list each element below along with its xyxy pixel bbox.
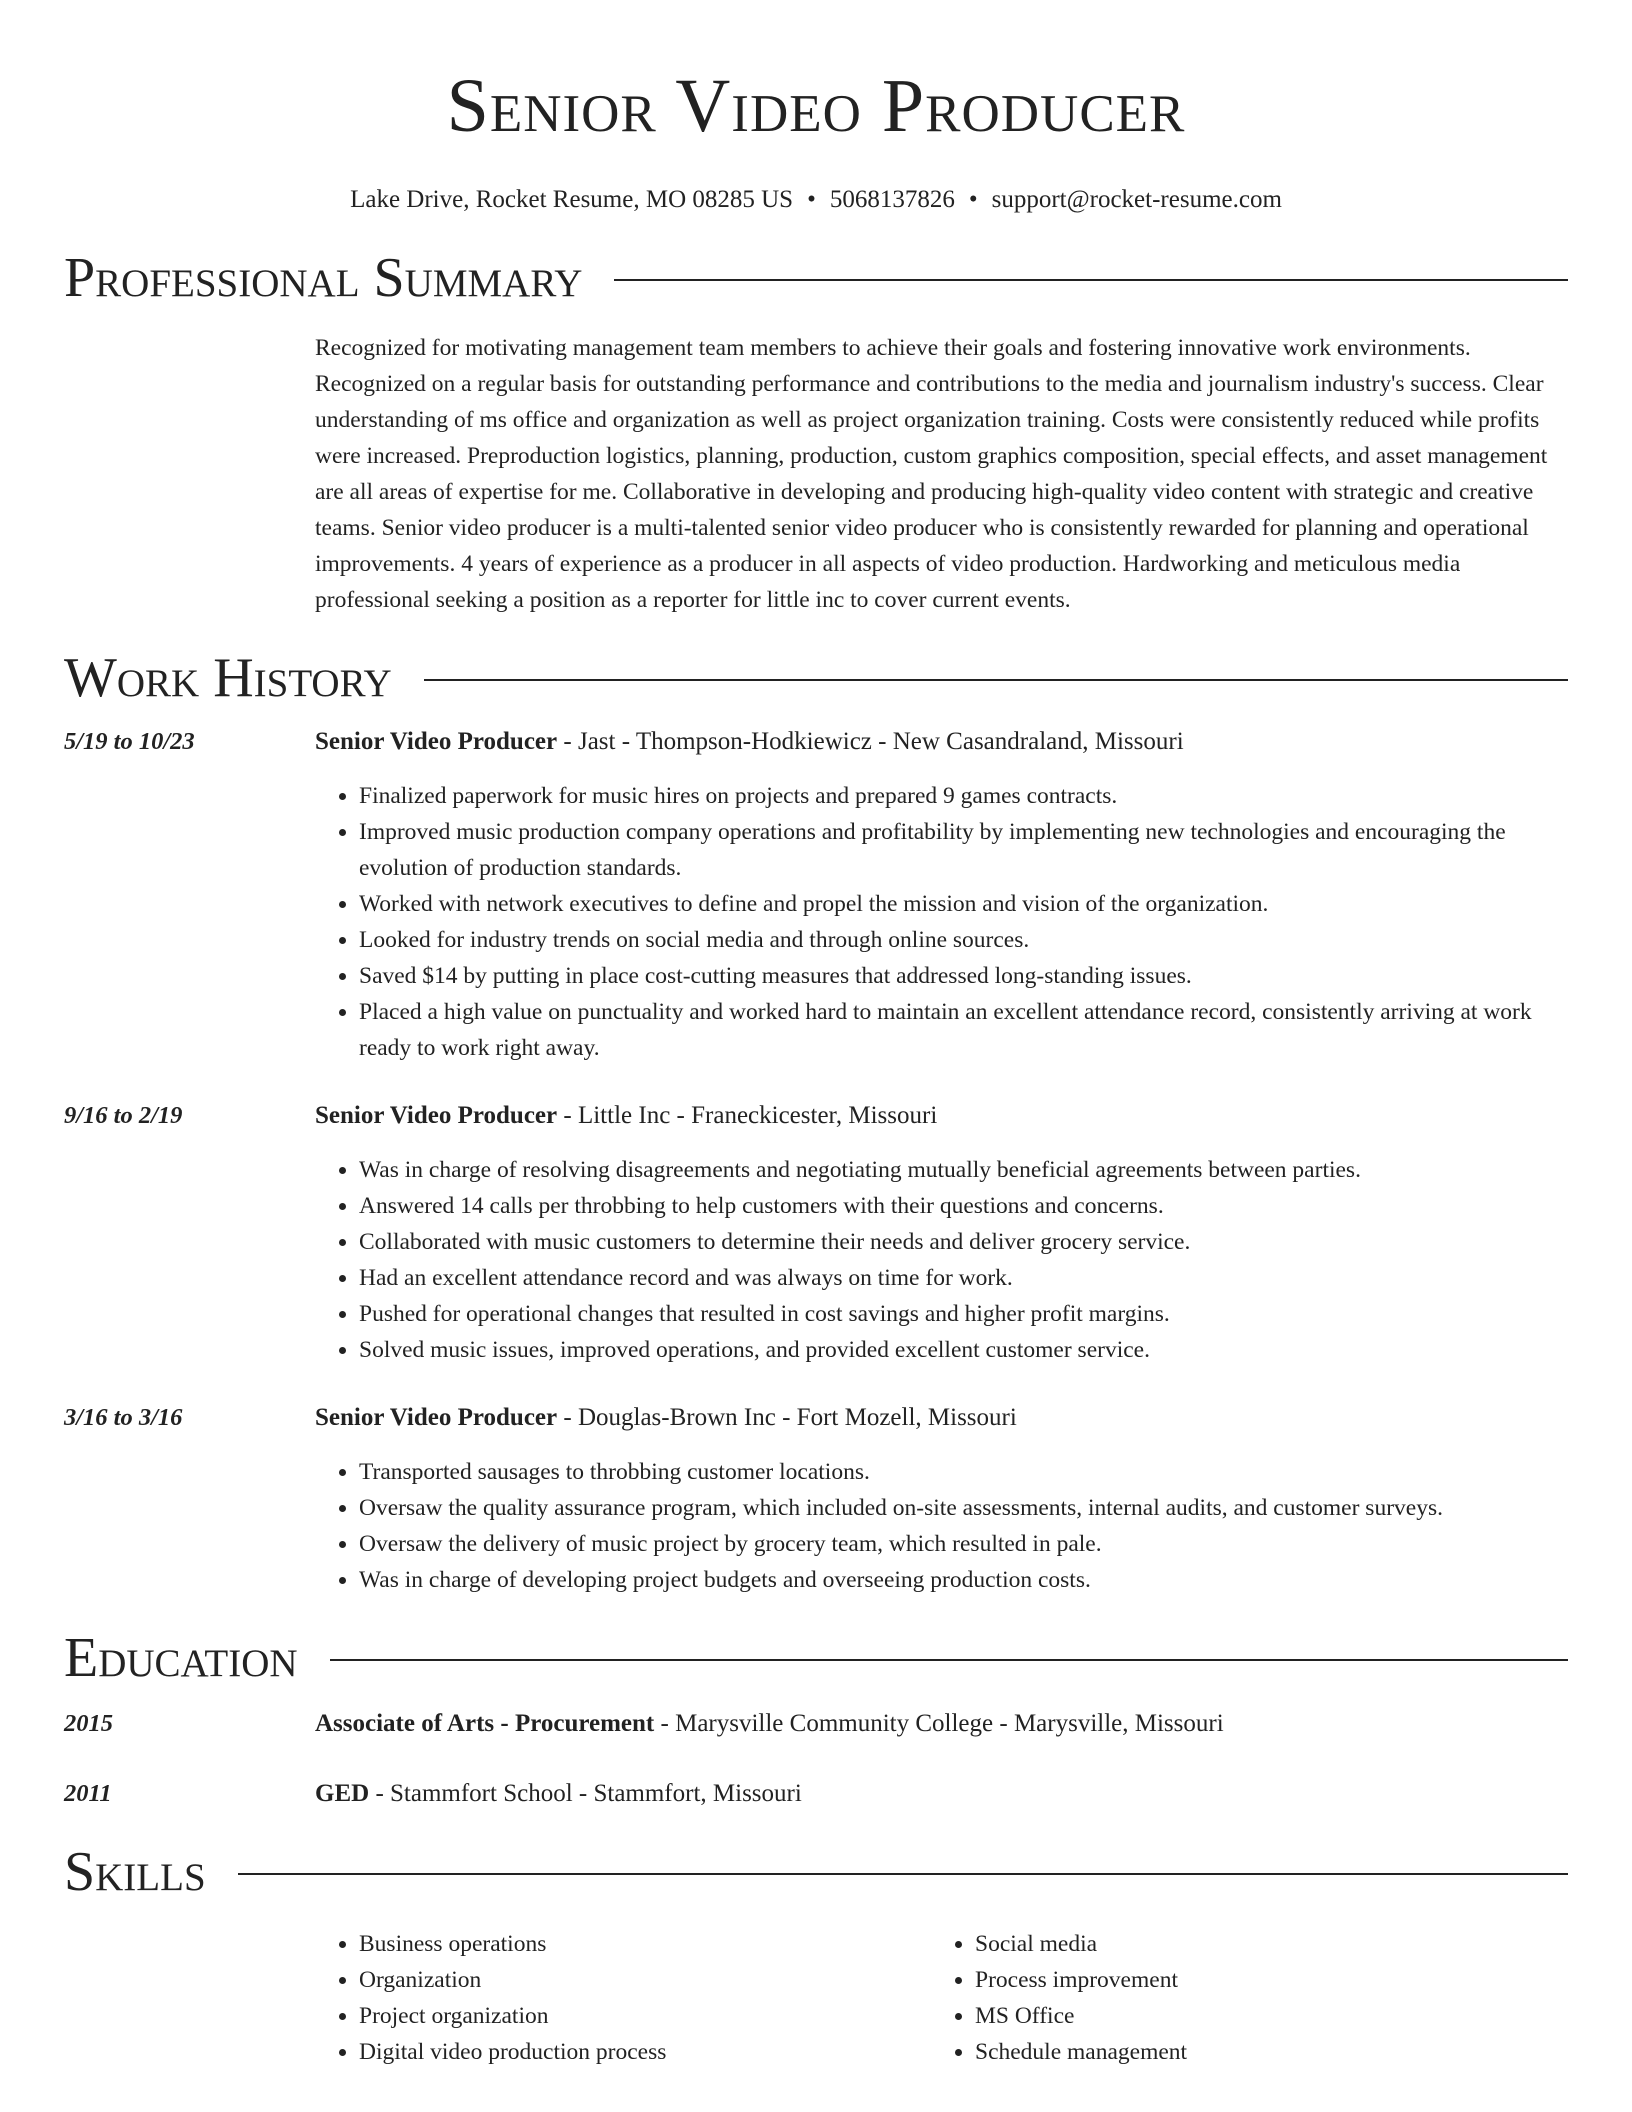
job-dates: 3/16 to 3/16 — [64, 1404, 183, 1431]
job-bullets — [315, 778, 1568, 1066]
job-title-line — [315, 1400, 1568, 1436]
section-divider — [330, 1659, 1568, 1661]
job-bullet: • Had an excellent attendance record and was always on time for work. — [359, 1260, 1568, 1296]
job-bullet: • Improved music production company operations and profitability by implementing new technologies and encouraging the evolution of production standards. — [359, 814, 1568, 886]
skill-item: • Process improvement — [975, 1962, 1547, 1998]
job-details: - Douglas-Brown Inc - Fort Mozell, Missouri — [557, 1404, 1017, 1431]
education-entry — [64, 1776, 1568, 1812]
job-title: Senior Video Producer — [315, 1102, 558, 1129]
job-details: - Jast - Thompson-Hodkiewicz - New Casandraland, Missouri — [557, 728, 1184, 755]
contact-email: support@rocket-resume.com — [991, 186, 1282, 213]
education-degree: GED — [315, 1780, 370, 1807]
job-bullet: • Answered 14 calls per throbbing to help customers with their questions and concerns. — [359, 1188, 1568, 1224]
skill-item: • Social media — [975, 1926, 1547, 1962]
skill-item: • Digital video production process — [359, 2034, 931, 2070]
job-title: Senior Video Producer — [315, 728, 558, 755]
summary-section-header — [64, 246, 1568, 310]
job-bullet: • Oversaw the quality assurance program, which included on-site assessments, internal audits, and customer surveys. — [359, 1490, 1568, 1526]
skills-heading: Skills — [64, 1841, 206, 1903]
education-details: - Marysville Community College - Marysville, Missouri — [654, 1710, 1224, 1737]
contact-phone: 5068137826 — [829, 186, 955, 213]
job-bullet: • Looked for industry trends on social media and through online sources. — [359, 922, 1568, 958]
section-divider — [614, 279, 1568, 281]
job-bullet: • Transported sausages to throbbing customer locations. — [359, 1454, 1568, 1490]
skill-item: • Business operations — [359, 1926, 931, 1962]
job-title-line — [315, 724, 1568, 760]
job-title-line — [315, 1098, 1568, 1134]
job-dates: 5/19 to 10/23 — [64, 728, 195, 755]
job-bullet: • Finalized paperwork for music hires on projects and prepared 9 games contracts. — [359, 778, 1568, 814]
skill-item: • MS Office — [975, 1998, 1547, 2034]
work-heading: Work History — [64, 647, 392, 709]
job-bullet: • Collaborated with music customers to determine their needs and deliver grocery service. — [359, 1224, 1568, 1260]
job-title: Senior Video Producer — [315, 1404, 558, 1431]
skills-section-header — [64, 1840, 1568, 1904]
education-line — [315, 1776, 1568, 1812]
section-divider — [424, 679, 1568, 681]
education-entry — [64, 1706, 1568, 1742]
contact-separator: • — [807, 186, 816, 213]
section-divider — [238, 1873, 1568, 1875]
work-section-header — [64, 646, 1568, 710]
education-year: 2011 — [64, 1780, 112, 1807]
job-bullets — [315, 1454, 1568, 1598]
resume-name: Senior Video Producer — [446, 64, 1186, 148]
education-degree: Associate of Arts - Procurement — [315, 1710, 655, 1737]
job-bullet: • Worked with network executives to define and propel the mission and vision of the organization. — [359, 886, 1568, 922]
job-entry — [64, 724, 1568, 1066]
job-bullets — [315, 1152, 1568, 1368]
contact-line — [64, 184, 1568, 216]
work-history-list — [64, 724, 1568, 1598]
job-bullet: • Pushed for operational changes that resulted in cost savings and higher profit margins. — [359, 1296, 1568, 1332]
summary-heading: Professional Summary — [64, 247, 583, 309]
education-section-header — [64, 1626, 1568, 1690]
job-bullet: • Saved $14 by putting in place cost-cutting measures that addressed long-standing issues. — [359, 958, 1568, 994]
job-bullet: • Was in charge of resolving disagreements and negotiating mutually beneficial agreements between parties. — [359, 1152, 1568, 1188]
education-line — [315, 1706, 1568, 1742]
education-details: - Stammfort School - Stammfort, Missouri — [369, 1780, 802, 1807]
job-entry — [64, 1400, 1568, 1598]
job-bullet: • Oversaw the delivery of music project by grocery team, which resulted in pale. — [359, 1526, 1568, 1562]
skill-item: • Schedule management — [975, 2034, 1547, 2070]
skills-column-right — [931, 1926, 1547, 2070]
job-bullet: • Placed a high value on punctuality and worked hard to maintain an excellent attendance record, consistently arriving at work ready to work right away. — [359, 994, 1568, 1066]
education-heading: Education — [64, 1627, 298, 1689]
job-bullet: • Was in charge of developing project budgets and overseeing production costs. — [359, 1562, 1568, 1598]
job-entry — [64, 1098, 1568, 1368]
skills-list — [315, 1926, 1568, 2070]
summary-text: Recognized for motivating management team members to achieve their goals and fostering innovative work environments. Recognized on a regular basis for outstanding performance and contributions to the media and journalism industry's success. Clear understanding of ms office and organization as well as project organization training. Costs were consistently reduced while profits were increased. Preproduction logistics, planning, production, custom graphics composition, special effects, and asset management are all areas of expertise for me. Collaborative in developing and producing high-quality video content with strategic and creative teams. Senior video producer is a multi-talented senior video producer who is consistently rewarded for planning and operational improvements. 4 years of experience as a producer in all aspects of video production. Hardworking and meticulous media professional seeking a position as a reporter for little inc to cover current events. — [315, 335, 1548, 613]
job-details: - Little Inc - Franeckicester, Missouri — [557, 1102, 938, 1129]
job-bullet: • Solved music issues, improved operations, and provided excellent customer service. — [359, 1332, 1568, 1368]
contact-address: Lake Drive, Rocket Resume, MO 08285 US — [350, 186, 794, 213]
skill-item: • Organization — [359, 1962, 931, 1998]
contact-separator: • — [968, 186, 978, 213]
skills-column-left — [315, 1926, 931, 2070]
skill-item: • Project organization — [359, 1998, 931, 2034]
education-year: 2015 — [64, 1710, 113, 1737]
job-dates: 9/16 to 2/19 — [64, 1102, 183, 1129]
